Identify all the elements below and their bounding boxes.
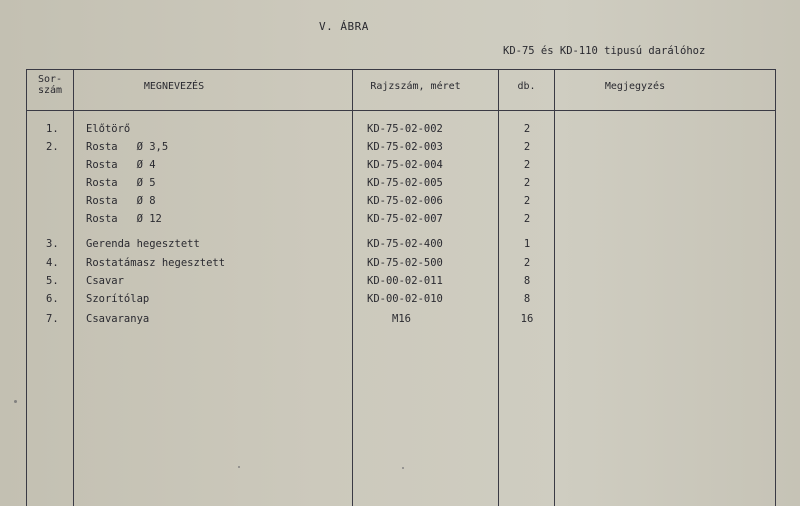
header-megjegyzes: Megjegyzés (604, 81, 666, 92)
header-rajzszam: Rajzszám, méret (370, 81, 461, 92)
row-name: Előtörő (86, 123, 131, 135)
row-number: 6. (46, 293, 59, 305)
table-header-divider (26, 110, 776, 111)
header-megnevezes: MEGNEVEZÉS (143, 81, 205, 92)
row-number: 4. (46, 257, 59, 269)
row-drawing: KD-75-02-400 (367, 238, 443, 250)
row-drawing: M16 (392, 313, 411, 325)
row-drawing: KD-75-02-007 (367, 213, 443, 225)
row-drawing: KD-75-02-002 (367, 123, 443, 135)
page-title: V. ÁBRA (319, 20, 369, 33)
column-divider (352, 69, 353, 506)
row-name: Rosta Ø 12 (86, 213, 162, 225)
row-number: 2. (46, 141, 59, 153)
row-qty: 2 (523, 213, 531, 225)
row-qty: 2 (523, 159, 531, 171)
row-name: Csavar (86, 275, 124, 287)
row-drawing: KD-75-02-003 (367, 141, 443, 153)
row-number: 3. (46, 238, 59, 250)
row-number: 5. (46, 275, 59, 287)
column-divider (73, 69, 74, 506)
row-name: Rosta Ø 4 (86, 159, 156, 171)
row-drawing: KD-75-02-005 (367, 177, 443, 189)
table-right-border (775, 69, 776, 506)
row-qty: 2 (523, 257, 531, 269)
row-name: Rosta Ø 5 (86, 177, 156, 189)
row-qty: 8 (523, 275, 531, 287)
row-drawing: KD-00-02-011 (367, 275, 443, 287)
row-drawing: KD-75-02-004 (367, 159, 443, 171)
row-qty: 2 (523, 177, 531, 189)
row-qty: 2 (523, 123, 531, 135)
table-top-border (26, 69, 776, 70)
row-drawing: KD-00-02-010 (367, 293, 443, 305)
header-db: db. (517, 81, 536, 92)
row-name: Csavaranya (86, 313, 150, 325)
header-sorszam: Sor- szám (37, 74, 63, 96)
row-number: 1. (46, 123, 59, 135)
row-qty: 8 (523, 293, 531, 305)
row-qty: 1 (523, 238, 531, 250)
paper-speck (402, 467, 404, 469)
row-name: Rosta Ø 8 (86, 195, 156, 207)
paper-speck (14, 400, 17, 403)
row-name: Rosta Ø 3,5 (86, 141, 169, 153)
row-qty: 2 (523, 141, 531, 153)
table-left-border (26, 69, 27, 506)
row-drawing: KD-75-02-500 (367, 257, 443, 269)
row-name: Gerenda hegesztett (86, 238, 200, 250)
row-number: 7. (46, 313, 59, 325)
row-drawing: KD-75-02-006 (367, 195, 443, 207)
paper-speck (238, 466, 240, 468)
row-qty: 16 (520, 313, 534, 325)
page-subtitle: KD-75 és KD-110 tipusú darálóhoz (503, 45, 706, 57)
row-name: Rostatámasz hegesztett (86, 257, 226, 269)
row-name: Szorítólap (86, 293, 150, 305)
row-qty: 2 (523, 195, 531, 207)
